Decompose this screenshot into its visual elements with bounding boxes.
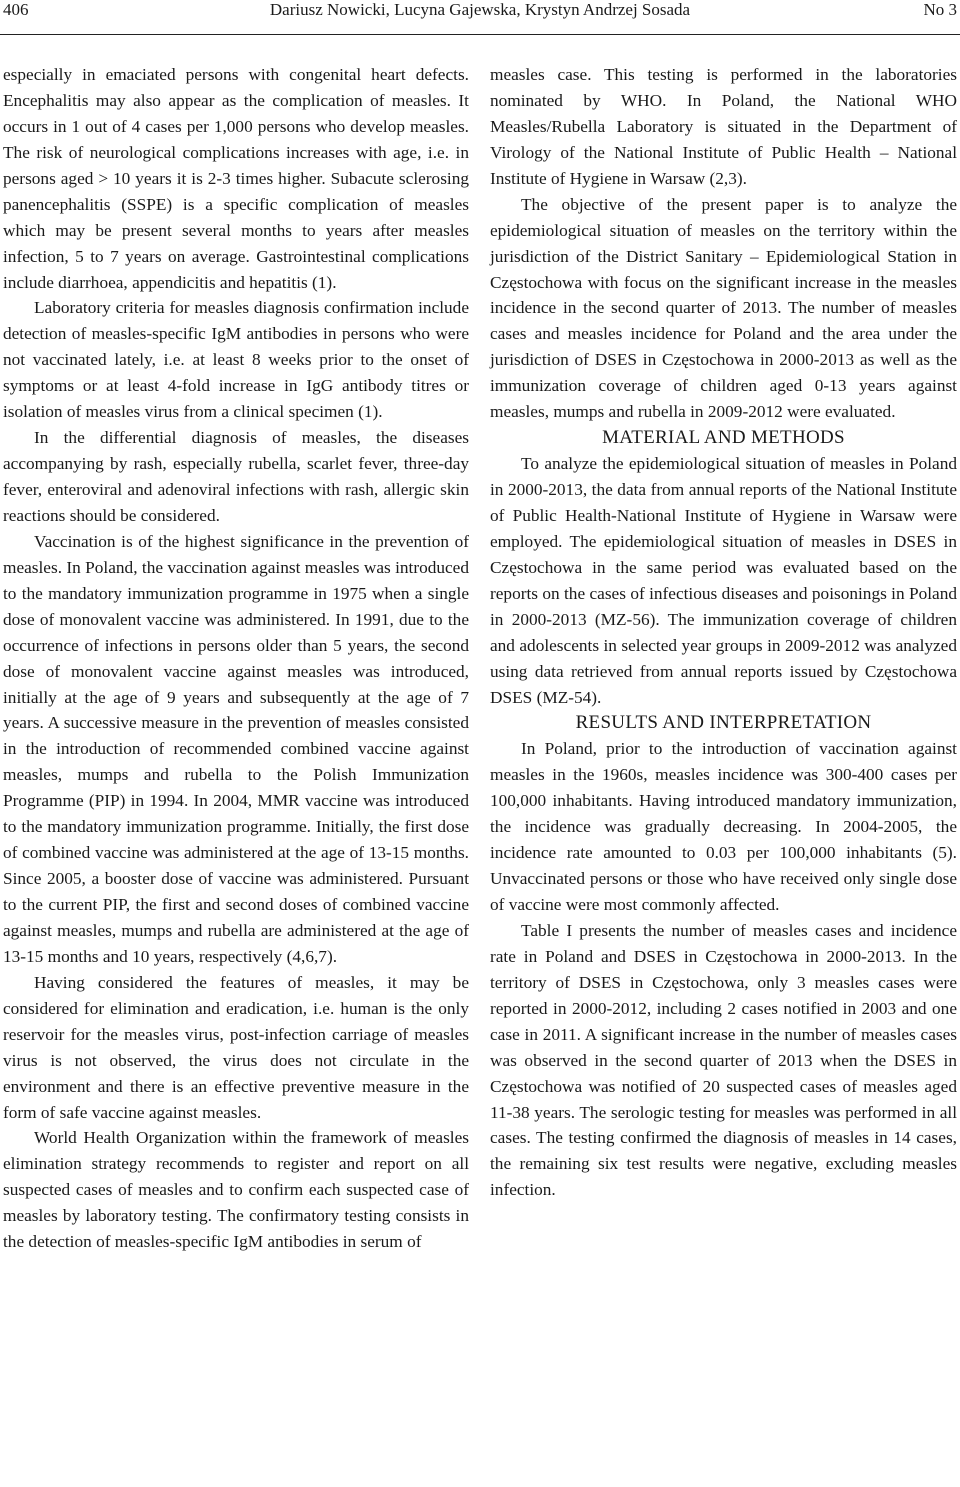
page-number: 406 [3, 0, 29, 19]
paragraph: World Health Organization within the framework of measles elimination strategy recommends to register and report on all suspected cases of measles and to confirm each suspected case of measles by laboratory testing. The confirmatory testing consists in the detection of measles-specific IgM antibodies in serum of [3, 1128, 469, 1252]
left-column [3, 62, 469, 1255]
paragraph: Having considered the features of measles, it may be considered for elimination and eradication, i.e. human is the only reservoir for the measles virus, post-infection carriage of measles virus is not observed, the virus does not circulate in the environment and there is an effective preventive measure in the form of safe vaccine against measles. [3, 972, 469, 1122]
section-heading-results: RESULTS AND INTERPRETATION [575, 712, 872, 734]
header-rule [0, 34, 960, 35]
running-header-authors: Dariusz Nowicki, Lucyna Gajewska, Krystyn Andrzej Sosada [269, 0, 691, 19]
paragraph: In Poland, prior to the introduction of vaccination against measles in the 1960s, measles incidence was 300-400 cases per 100,000 inhabitants. Having introduced mandatory immunization, the incidence was gradually decreasing. In 2004-2005, the incidence rate amounted to 0.03 per 100,000 inhabitants (5). Unvaccinated persons or those who have received only single dose of vaccine were most commonly affected. [490, 739, 957, 914]
paragraph: To analyze the epidemiological situation of measles in Poland in 2000-2013, the data from annual reports of the National Institute of Public Health-National Institute of Hygiene in Warsaw were employed. The epidemiological situation of measles in DSES in Częstochowa in the same period was evaluated based on the reports on the cases of infectious diseases and poisonings in Poland in 2000-2013 (MZ-56). The immunization coverage of children and adolescents in selected year groups in 2009-2012 was analyzed using data retrieved from annual reports issued by Częstochowa DSES (MZ-54). [490, 454, 957, 707]
paragraph: Vaccination is of the highest significance in the prevention of measles. In Poland, the vaccination against measles was introduced to the mandatory immunization programme in 1975 when a single dose of monovalent vaccine was administered. In 1991, due to the occurrence of infections in persons older than 5 years, the second dose of monovalent vaccine against measles was introduced, initially at the age of 9 years and subsequently at the age of 7 years. A successive measure in the prevention of measles consisted in the introduction of recommended combined vaccine against measles, mumps and rubella to the Polish Immunization Programme (PIP) in 1994. In 2004, MMR vaccine was introduced to the mandatory immunization programme. Initially, the first dose of combined vaccine was administered at the age of 13-15 months. Since 2005, a booster dose of vaccine was administered. Pursuant to the current PIP, the first and second doses of combined vaccine against measles, mumps and rubella are administered at the age of 13-15 months and 10 years, respectively (4,6,7). [3, 531, 469, 966]
paragraph: In the differential diagnosis of measles, the diseases accompanying by rash, especially rubella, scarlet fever, three-day fever, enteroviral and adenoviral infections with rash, allergic skin reactions should be considered. [3, 428, 469, 525]
paragraph: Table I presents the number of measles cases and incidence rate in Poland and DSES in Częstochowa in 2000-2013. In the territory of DSES in Częstochowa, only 3 measles cases were reported in 2000-2012, including 2 cases notified in 2003 and one case in 2011. A significant increase in the number of measles cases was observed in the second quarter of 2013 when the DSES in Częstochowa was notified of 20 suspected cases of measles aged 11-38 years. The serologic testing for measles was performed in all cases. The testing confirmed the diagnosis of measles in 14 cases, the remaining six test results were negative, excluding measles infection. [490, 920, 957, 1200]
right-column [490, 62, 957, 1203]
paragraph: The objective of the present paper is to analyze the epidemiological situation of measles on the territory within the jurisdiction of the District Sanitary – Epidemiological Station in Częstochowa with focus on the significant increase in the measles incidence in the second quarter of 2013. The number of measles cases and measles incidence for Poland and the area under the jurisdiction of DSES in Częstochowa in 2000-2013 as well as the immunization coverage of children aged 0-13 years against measles, mumps and rubella in 2009-2012 were evaluated. [490, 194, 957, 422]
paragraph: especially in emaciated persons with congenital heart defects. Encephalitis may also appear as the complication of measles. It occurs in 1 out of 4 cases per 1,000 persons who develop measles. The risk of neurological complications increases with age, i.e. in persons aged > 10 years it is 2-3 times higher. Subacute sclerosing panencephalitis (SSPE) is a specific complication of measles which may be present several months to years after measles infection, 5 to 7 years on average. Gastrointestinal complications include diarrhoea, appendicitis and hepatitis (1). [3, 65, 469, 292]
running-header [0, 0, 960, 36]
paragraph: measles case. This testing is performed in the laboratories nominated by WHO. In Poland, the National WHO Measles/Rubella Laboratory is situated in the Department of Virology of the National Institute of Public Health – National Institute of Hygiene in Warsaw (2,3). [490, 65, 957, 188]
paragraph: Laboratory criteria for measles diagnosis confirmation include detection of measles-specific IgM antibodies in persons who were not vaccinated lately, i.e. at least 8 weeks prior to the onset of symptoms or at least 4-fold increase in IgG antibody titres or isolation of measles virus from a clinical specimen (1). [3, 298, 469, 422]
issue-number: No 3 [923, 0, 957, 19]
section-heading-material-methods: MATERIAL AND METHODS [602, 427, 845, 449]
